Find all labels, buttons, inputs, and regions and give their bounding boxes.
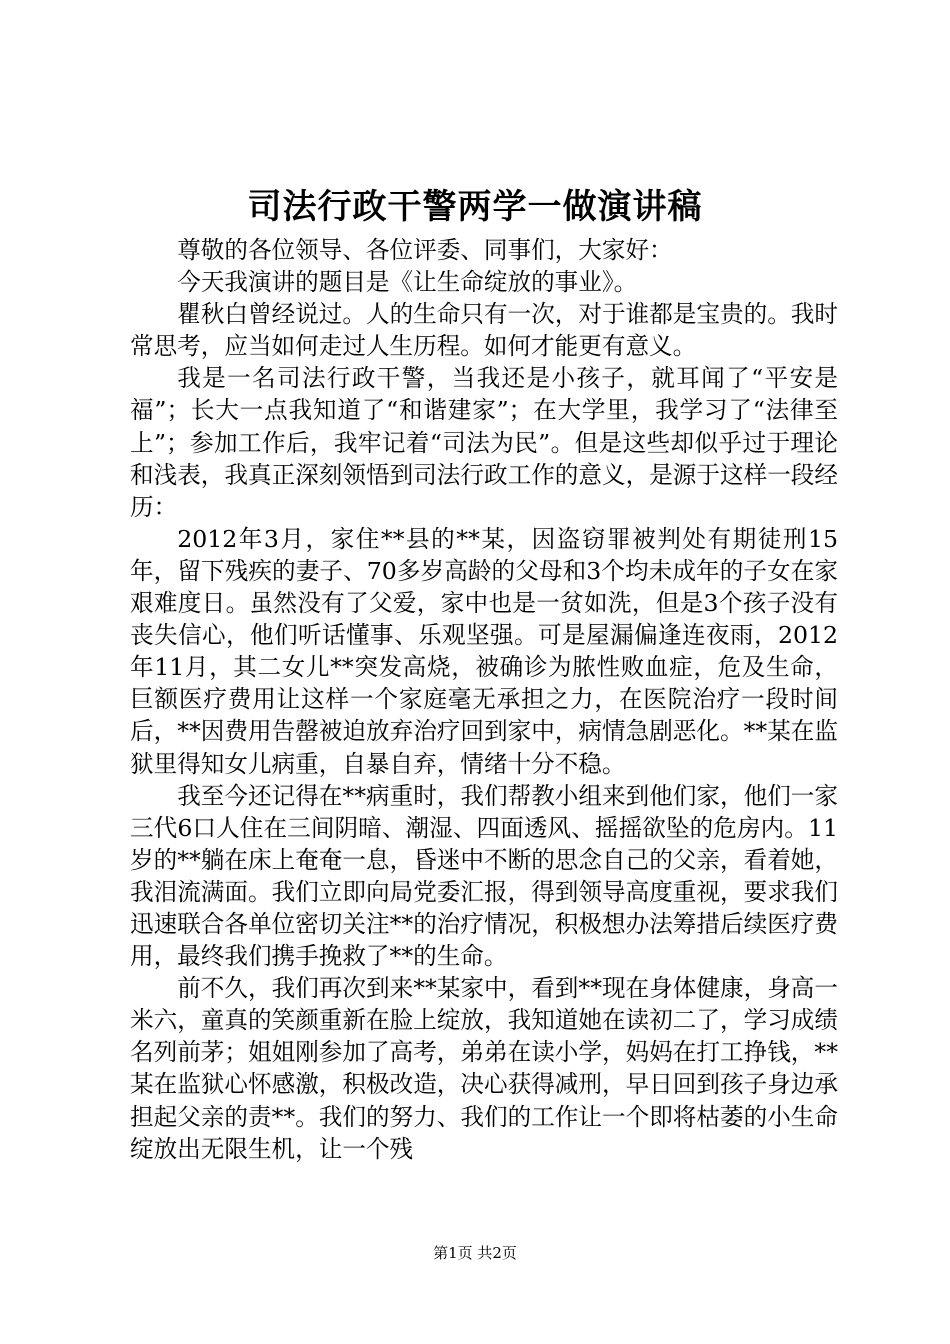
page-footer: 第1页 共2页 (433, 1244, 517, 1262)
document-title: 司法行政干警两学一做演讲稿 (247, 187, 703, 227)
paragraph-intro: 我是一名司法行政干警，当我还是小孩子，就耳闻了“平安是福”；长大一点我知道了“和谐建家”；在大学里，我学习了“法律至上”；参加工作后，我牢记着“司法为民”。但是这些却似乎过于理论和浅表，我真正深刻领悟到司法行政工作的意义，是源于这样一段经历： (130, 364, 838, 521)
paragraph-topic: 今天我演讲的题目是《让生命绽放的事业》。 (177, 268, 638, 297)
paragraph-revisit: 前不久，我们再次到来**某家中，看到**现在身体健康，身高一米六，童真的笑颜重新在脸上绽放，我知道她在读初二了，学习成绩名列前茅；姐姐刚参加了高考，弟弟在读小学，妈妈在打工挣钱，**某在监狱心怀感激，积极改造，决心获得减刑，早日回到孩子身边承担起父亲的责**。我们的努力、我们的工作让一个即将枯萎的小生命绽放出无限生机，让一个残 (130, 974, 838, 1163)
paragraph-story: 2012年3月，家住**县的**某，因盗窃罪被判处有期徒刑15年，留下残疾的妻子、70多岁高龄的父母和3个均未成年的子女在家艰难度日。虽然没有了父爱，家中也是一贫如洗，但是3个孩子没有丧失信心，他们听话懂事、乐观坚强。可是屋漏偏逢连夜雨，2012年11月，其二女儿**突发高烧，被确诊为脓性败血症，危及生命，巨额医疗费用让这样一个家庭毫无承担之力，在医院治疗一段时间后，**因费用告罄被迫放弃治疗回到家中，病情急剧恶化。**某在监狱里得知女儿病重，自暴自弃，情绪十分不稳。 (130, 524, 838, 778)
paragraph-rescue: 我至今还记得在**病重时，我们帮教小组来到他们家，他们一家三代6口人住在三间阴暗、潮湿、四面透风、摇摇欲坠的危房内。11岁的**躺在床上奄奄一息，昏迷中不断的思念自己的父亲，看着她，我泪流满面。我们立即向局党委汇报，得到领导高度重视，要求我们迅速联合各单位密切关注**的治疗情况，积极想办法筹措后续医疗费用，最终我们携手挽救了**的生命。 (130, 781, 838, 971)
document-body (130, 234, 838, 1165)
paragraph-quote: 瞿秋白曾经说过。人的生命只有一次，对于谁都是宝贵的。我时常思考，应当如何走过人生历程。如何才能更有意义。 (130, 300, 838, 361)
paragraph-greeting: 尊敬的各位领导、各位评委、同事们，大家好： (177, 236, 673, 264)
